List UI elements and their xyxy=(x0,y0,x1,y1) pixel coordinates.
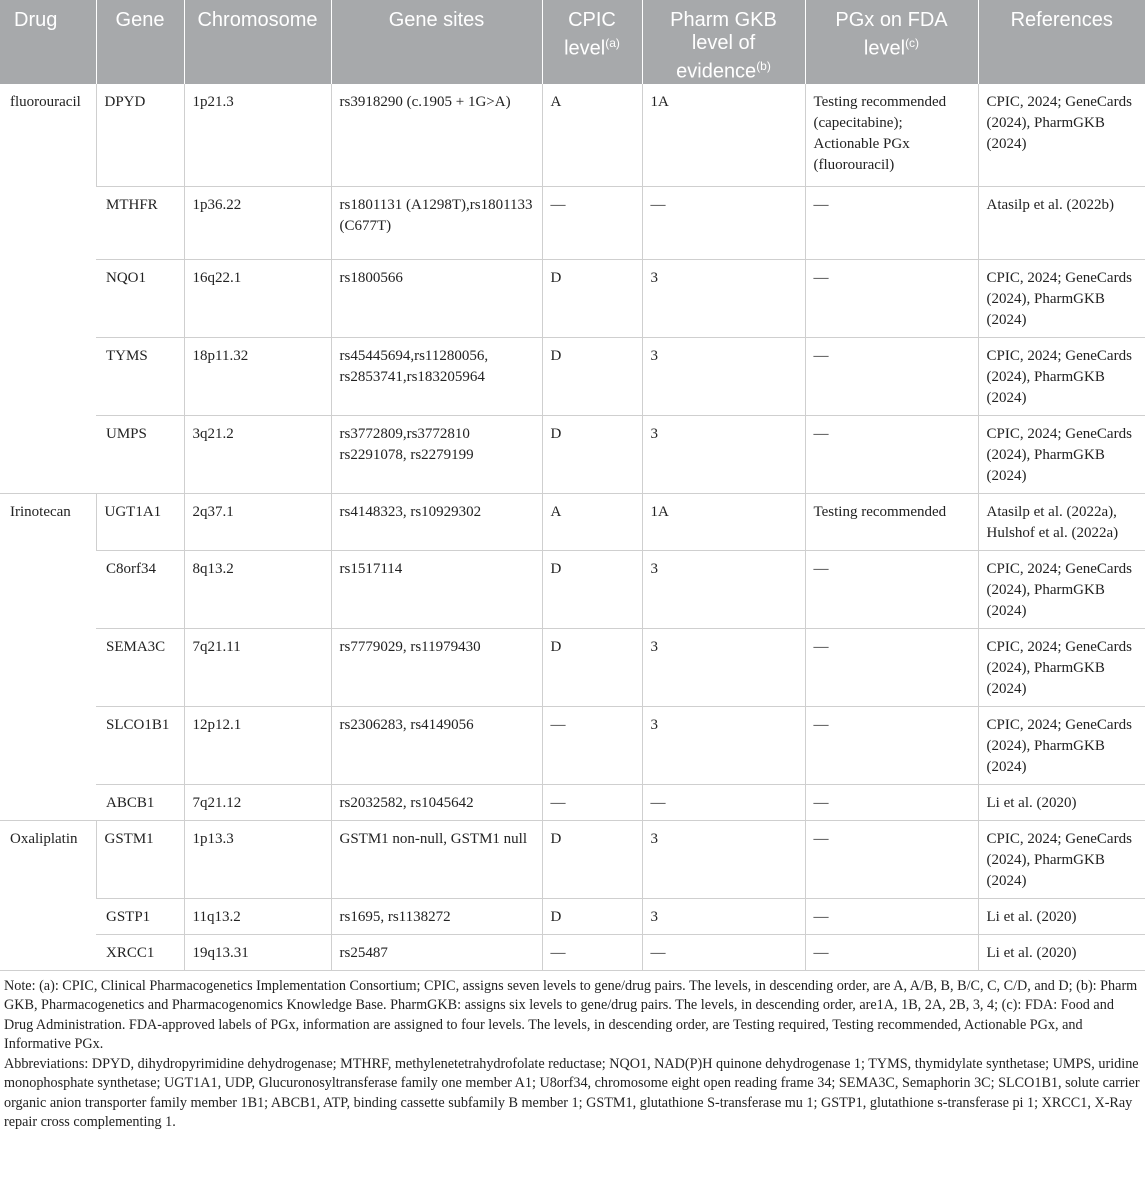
cpic-cell: D xyxy=(542,628,642,706)
cpic-cell: D xyxy=(542,550,642,628)
chromosome-cell: 8q13.2 xyxy=(184,550,331,628)
sites-cell: GSTM1 non-null, GSTM1 null xyxy=(331,820,542,898)
gkb-cell: 3 xyxy=(642,898,805,934)
cpic-cell: A xyxy=(542,493,642,550)
refs-cell: CPIC, 2024; GeneCards (2024), PharmGKB (2024) xyxy=(978,628,1145,706)
column-header xyxy=(184,0,331,84)
gene-cell: GSTP1 xyxy=(96,898,184,934)
gkb-cell: 3 xyxy=(642,259,805,337)
fda-cell: Testing recommended xyxy=(805,493,978,550)
gkb-cell: — xyxy=(642,934,805,970)
chromosome-cell: 1p21.3 xyxy=(184,84,331,186)
gene-cell: XRCC1 xyxy=(96,934,184,970)
cpic-cell: D xyxy=(542,898,642,934)
column-header-label: PGx on FDA level xyxy=(835,9,948,60)
abbreviations-note: Abbreviations: DPYD, dihydropyrimidine dehydrogenase; MTHRF, methylenetetrahydrofolate reductase; NQO1, NAD(P)H quinone dehydrogenase 1; TYMS, thymidylate synthetase; UMPS, uridine monophosphate synthetase; UGT1A1, UDP, Glucuronosyltransferase family one member A1; U8orf34, chromosome eight open reading frame 34; SEMA3C, Semaphorin 3C; SLCO1B1, solute carrier organic anion transporter family member 1B1; ABCB1, ATP, binding cassette subfamily B member 1; GSTM1, glutathione S-transferase mu 1; GSTP1, glutathione s-transferase pi 1; XRCC1, X-Ray repair cross complementing 1. xyxy=(4,1055,1140,1130)
column-header-label: Chromosome xyxy=(197,9,318,31)
fda-cell: — xyxy=(805,820,978,898)
table-body xyxy=(0,84,1145,970)
table-row xyxy=(0,493,1145,550)
sites-cell: rs2306283, rs4149056 xyxy=(331,706,542,784)
refs-cell: CPIC, 2024; GeneCards (2024), PharmGKB (2024) xyxy=(978,259,1145,337)
sites-cell: rs4148323, rs10929302 xyxy=(331,493,542,550)
sites-cell: rs25487 xyxy=(331,934,542,970)
cpic-cell: — xyxy=(542,186,642,259)
chromosome-cell: 16q22.1 xyxy=(184,259,331,337)
cpic-cell: D xyxy=(542,415,642,493)
gkb-cell: 1A xyxy=(642,84,805,186)
cpic-cell: D xyxy=(542,820,642,898)
gkb-cell: 3 xyxy=(642,820,805,898)
refs-cell: Li et al. (2020) xyxy=(978,784,1145,820)
gkb-cell: 3 xyxy=(642,706,805,784)
chromosome-cell: 11q13.2 xyxy=(184,898,331,934)
chromosome-cell: 1p36.22 xyxy=(184,186,331,259)
chromosome-cell: 7q21.11 xyxy=(184,628,331,706)
table-row xyxy=(0,415,1145,493)
fda-cell: — xyxy=(805,415,978,493)
column-header-footnote-mark: (a) xyxy=(605,36,620,50)
fda-cell: Testing recommended (capecitabine); Actionable PGx (fluorouracil) xyxy=(805,84,978,186)
fda-cell: — xyxy=(805,934,978,970)
drug-cell: Oxaliplatin xyxy=(0,820,96,970)
cpic-cell: — xyxy=(542,784,642,820)
column-header-label: Pharm GKB level of evidence xyxy=(670,9,777,83)
column-header xyxy=(331,0,542,84)
gkb-cell: 3 xyxy=(642,550,805,628)
refs-cell: Li et al. (2020) xyxy=(978,898,1145,934)
gene-cell: NQO1 xyxy=(96,259,184,337)
cpic-cell: A xyxy=(542,84,642,186)
table-row xyxy=(0,934,1145,970)
gene-cell: ABCB1 xyxy=(96,784,184,820)
table-row xyxy=(0,186,1145,259)
table-row xyxy=(0,550,1145,628)
table-row xyxy=(0,628,1145,706)
sites-cell: rs7779029, rs11979430 xyxy=(331,628,542,706)
column-header-label: Drug xyxy=(14,9,58,31)
sites-cell: rs1517114 xyxy=(331,550,542,628)
cpic-cell: D xyxy=(542,259,642,337)
refs-cell: CPIC, 2024; GeneCards (2024), PharmGKB (2024) xyxy=(978,820,1145,898)
column-header-footnote-mark: (c) xyxy=(905,36,920,50)
gene-cell: GSTM1 xyxy=(96,820,184,898)
column-header-label: CPIC level xyxy=(564,9,616,60)
column-header-footnote-mark: (b) xyxy=(756,59,771,73)
gkb-cell: 3 xyxy=(642,415,805,493)
chromosome-cell: 7q21.12 xyxy=(184,784,331,820)
chromosome-cell: 1p13.3 xyxy=(184,820,331,898)
chromosome-cell: 12p12.1 xyxy=(184,706,331,784)
table-row xyxy=(0,259,1145,337)
column-header xyxy=(805,0,978,84)
sites-cell: rs1801131 (A1298T),rs1801133 (C677T) xyxy=(331,186,542,259)
column-header xyxy=(0,0,96,84)
column-header xyxy=(642,0,805,84)
refs-cell: CPIC, 2024; GeneCards (2024), PharmGKB (2024) xyxy=(978,84,1145,186)
gene-cell: DPYD xyxy=(96,84,184,186)
drug-cell: Irinotecan xyxy=(0,493,96,820)
table-row xyxy=(0,337,1145,415)
gene-cell: MTHFR xyxy=(96,186,184,259)
gkb-cell: 1A xyxy=(642,493,805,550)
column-header-label: References xyxy=(1010,9,1113,31)
table-row xyxy=(0,84,1145,186)
fda-cell: — xyxy=(805,784,978,820)
fda-cell: — xyxy=(805,898,978,934)
gene-cell: SLCO1B1 xyxy=(96,706,184,784)
sites-cell: rs1800566 xyxy=(331,259,542,337)
sites-cell: rs2032582, rs1045642 xyxy=(331,784,542,820)
chromosome-cell: 3q21.2 xyxy=(184,415,331,493)
cpic-cell: — xyxy=(542,706,642,784)
fda-cell: — xyxy=(805,337,978,415)
gene-cell: C8orf34 xyxy=(96,550,184,628)
fda-cell: — xyxy=(805,706,978,784)
fda-cell: — xyxy=(805,550,978,628)
table-row xyxy=(0,706,1145,784)
refs-cell: CPIC, 2024; GeneCards (2024), PharmGKB (2024) xyxy=(978,337,1145,415)
chromosome-cell: 19q13.31 xyxy=(184,934,331,970)
gkb-cell: 3 xyxy=(642,337,805,415)
refs-cell: Atasilp et al. (2022a), Hulshof et al. (2022a) xyxy=(978,493,1145,550)
chromosome-cell: 18p11.32 xyxy=(184,337,331,415)
column-header xyxy=(96,0,184,84)
refs-cell: CPIC, 2024; GeneCards (2024), PharmGKB (2024) xyxy=(978,706,1145,784)
chromosome-cell: 2q37.1 xyxy=(184,493,331,550)
sites-cell: rs3918290 (c.1905 + 1G>A) xyxy=(331,84,542,186)
footnote: Note: (a): CPIC, Clinical Pharmacogenetics Implementation Consortium; CPIC, assigns seven levels to gene/drug pairs. The levels, in descending order, are A, A/B, B, B/C, C, C/D, and D; (b): Pharm GKB, Pharmacogenetics and Pharmacogenomics Knowledge Base. PharmGKB: assigns six levels to gene/drug pairs. The levels, in descending order, are1A, 1B, 2A, 2B, 3, 4; (c): FDA: Food and Drug Administration. FDA-approved labels of PGx, information are assigned to four levels. The levels, in descending order, are Testing required, Testing recommended, Actionable PGx, and Informative PGx. xyxy=(4,977,1138,1052)
table-row xyxy=(0,898,1145,934)
fda-cell: — xyxy=(805,628,978,706)
cpic-cell: D xyxy=(542,337,642,415)
column-header xyxy=(542,0,642,84)
gkb-cell: 3 xyxy=(642,628,805,706)
refs-cell: Li et al. (2020) xyxy=(978,934,1145,970)
drug-cell: fluorouracil xyxy=(0,84,96,493)
fda-cell: — xyxy=(805,259,978,337)
refs-cell: CPIC, 2024; GeneCards (2024), PharmGKB (2024) xyxy=(978,550,1145,628)
sites-cell: rs1695, rs1138272 xyxy=(331,898,542,934)
table-notes xyxy=(0,971,1145,1133)
gene-cell: UGT1A1 xyxy=(96,493,184,550)
sites-cell: rs3772809,rs3772810 rs2291078, rs2279199 xyxy=(331,415,542,493)
gkb-cell: — xyxy=(642,784,805,820)
gkb-cell: — xyxy=(642,186,805,259)
table-header xyxy=(0,0,1145,84)
column-header-label: Gene sites xyxy=(388,9,485,31)
column-header xyxy=(978,0,1145,84)
sites-cell: rs45445694,rs11280056, rs2853741,rs183205964 xyxy=(331,337,542,415)
gene-cell: SEMA3C xyxy=(96,628,184,706)
fda-cell: — xyxy=(805,186,978,259)
column-header-label: Gene xyxy=(115,9,165,31)
gene-cell: TYMS xyxy=(96,337,184,415)
table-row xyxy=(0,820,1145,898)
table-row xyxy=(0,784,1145,820)
refs-cell: Atasilp et al. (2022b) xyxy=(978,186,1145,259)
cpic-cell: — xyxy=(542,934,642,970)
gene-cell: UMPS xyxy=(96,415,184,493)
refs-cell: CPIC, 2024; GeneCards (2024), PharmGKB (2024) xyxy=(978,415,1145,493)
